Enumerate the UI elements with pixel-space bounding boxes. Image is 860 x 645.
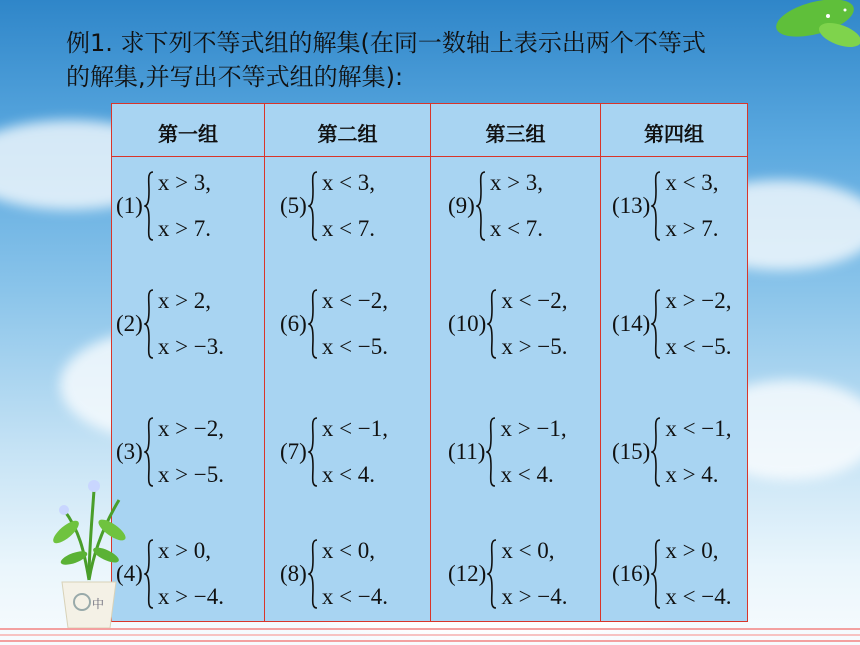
system-label: (6) [280, 311, 307, 336]
brace-icon [144, 171, 154, 241]
system-lines [158, 170, 211, 242]
brace-icon [651, 417, 661, 487]
inequality-system [448, 416, 567, 488]
system-lines [322, 538, 388, 610]
system-lines [665, 538, 731, 610]
inequality-2: x < −5. [321, 334, 389, 359]
brace-icon [144, 539, 154, 609]
system-lines [500, 416, 566, 488]
inequality-2: x < −5. [665, 334, 732, 359]
inequality-1: x > −2, [665, 288, 732, 313]
system-label: (8) [280, 561, 307, 586]
inequality-2: x > 4. [665, 462, 719, 487]
inequality-2: x < −4. [665, 584, 732, 609]
inequality-system [612, 170, 719, 242]
system-lines [501, 288, 567, 360]
brace-icon [144, 289, 154, 359]
bottom-rule [0, 628, 860, 630]
inequality-2: x < 4. [500, 462, 554, 487]
inequality-1: x < 3, [321, 170, 376, 195]
inequality-table [111, 103, 748, 622]
brace-icon [651, 171, 661, 241]
page-title [66, 26, 836, 94]
title-line-1: 例1. 求下列不等式组的解集(在同一数轴上表示出两个不等式 [66, 29, 706, 57]
inequality-1: x > 0, [157, 538, 212, 563]
inequality-system [280, 538, 388, 610]
inequality-2: x > −5. [501, 334, 568, 359]
system-label: (15) [612, 439, 651, 464]
inequality-1: x > 3, [489, 170, 544, 195]
bottom-rule [0, 634, 860, 636]
inequality-2: x > −4. [501, 584, 568, 609]
inequality-1: x < 3, [665, 170, 719, 195]
brace-icon [308, 539, 318, 609]
header-divider [112, 156, 747, 157]
inequality-1: x < −2, [501, 288, 568, 313]
inequality-2: x > −3. [157, 334, 225, 359]
header-group-4: 第四组 [644, 122, 704, 146]
system-lines [322, 170, 375, 242]
inequality-system [448, 538, 568, 610]
system-label: (7) [280, 439, 307, 464]
brace-icon [308, 289, 318, 359]
brace-icon [144, 417, 154, 487]
system-lines [665, 288, 731, 360]
inequality-1: x < −1, [321, 416, 389, 441]
system-lines [158, 288, 224, 360]
brace-icon [308, 417, 318, 487]
system-lines [501, 538, 567, 610]
brace-icon [487, 289, 497, 359]
inequality-2: x > 7. [157, 216, 212, 241]
system-lines [322, 288, 388, 360]
inequality-system [280, 416, 388, 488]
inequality-2: x < −4. [321, 584, 389, 609]
inequality-2: x < 7. [489, 216, 544, 241]
brace-icon [476, 171, 486, 241]
pot-logo-text: 中 [92, 597, 105, 611]
system-label: (10) [448, 311, 487, 336]
system-label: (11) [448, 439, 486, 464]
inequality-1: x > 3, [157, 170, 212, 195]
inequality-system [116, 288, 224, 360]
inequality-2: x < 7. [321, 216, 376, 241]
header-group-3: 第三组 [485, 122, 546, 146]
inequality-1: x < −2, [321, 288, 389, 313]
system-label: (5) [280, 193, 307, 218]
system-label: (16) [612, 561, 651, 586]
inequality-1: x < 0, [501, 538, 555, 563]
system-label: (3) [116, 439, 143, 464]
inequality-1: x > −1, [500, 416, 567, 441]
brace-icon [308, 171, 318, 241]
inequality-system [612, 416, 732, 488]
column-divider [430, 104, 431, 621]
column-divider [264, 104, 265, 621]
inequality-system [448, 288, 568, 360]
brace-icon [486, 417, 496, 487]
inequality-system [448, 170, 543, 242]
inequality-1: x < 0, [321, 538, 376, 563]
inequality-system [612, 288, 732, 360]
system-lines [490, 170, 543, 242]
inequality-system [612, 538, 732, 610]
system-label: (9) [448, 193, 475, 218]
system-label: (4) [116, 561, 143, 586]
system-lines [665, 170, 718, 242]
inequality-1: x < −1, [665, 416, 732, 441]
system-label: (12) [448, 561, 487, 586]
inequality-1: x > −2, [157, 416, 225, 441]
inequality-2: x > 7. [665, 216, 719, 241]
inequality-1: x > 0, [665, 538, 719, 563]
inequality-2: x > −4. [157, 584, 225, 609]
inequality-2: x > −5. [157, 462, 225, 487]
system-label: (13) [612, 193, 651, 218]
system-lines [322, 416, 388, 488]
brace-icon [487, 539, 497, 609]
system-label: (2) [116, 311, 143, 336]
brace-icon [651, 539, 661, 609]
system-lines [158, 416, 224, 488]
inequality-system [280, 170, 375, 242]
system-label: (1) [116, 193, 143, 218]
title-line-2: 的解集,并写出不等式组的解集): [66, 63, 404, 91]
system-label: (14) [612, 311, 651, 336]
inequality-system [116, 170, 211, 242]
brace-icon [651, 289, 661, 359]
inequality-2: x < 4. [321, 462, 376, 487]
column-divider [600, 104, 601, 621]
header-group-1: 第一组 [158, 122, 218, 146]
potted-plant-icon [44, 470, 134, 630]
system-lines [158, 538, 224, 610]
header-group-2: 第二组 [317, 122, 378, 146]
inequality-system [280, 288, 388, 360]
bottom-rule [0, 640, 860, 642]
system-lines [665, 416, 731, 488]
inequality-1: x > 2, [157, 288, 212, 313]
